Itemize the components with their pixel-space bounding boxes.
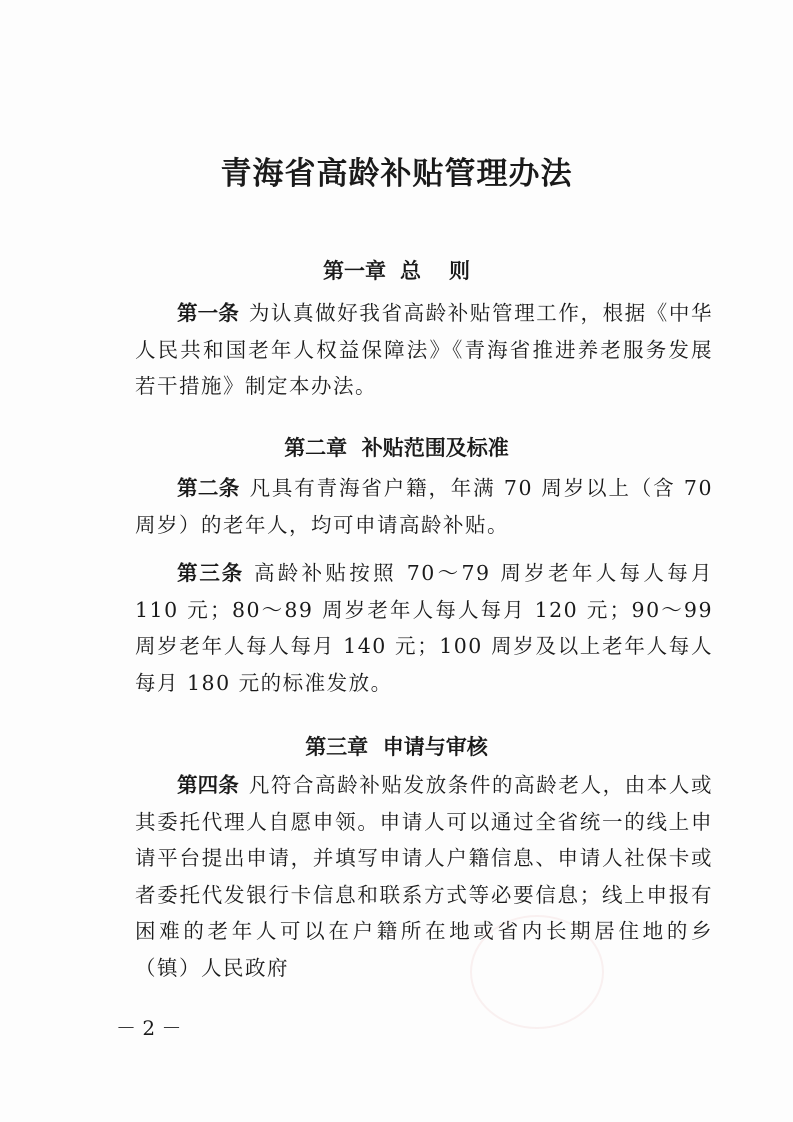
article-4-text: 凡符合高龄补贴发放条件的高龄老人，由本人或其委托代理人自愿申领。申请人可以通过全省统一的线上申请平台提出申请，并填写申请人户籍信息、申请人社保卡或者委托代发银行卡信息和联系方式等必要信息；线上申报有困难的老年人可以在户籍所在地或省内长期居住地的乡（镇）人民政府 [135, 773, 714, 980]
document-title: 青海省高龄补贴管理办法 [220, 156, 573, 192]
article-1-text: 为认真做好我省高龄补贴管理工作，根据《中华人民共和国老年人权益保障法》《青海省推进养老服务发展若干措施》制定本办法。 [135, 301, 714, 398]
chapter-2-heading: 第二章 补贴范围及标准 [284, 436, 509, 460]
article-2-label: 第二条 [177, 476, 240, 500]
article-2 [135, 470, 713, 543]
article-4 [135, 767, 713, 986]
article-2-text: 凡具有青海省户籍，年满 70 周岁以上（含 70 周岁）的老年人，均可申请高龄补贴。 [135, 476, 713, 537]
chapter-1-heading [0, 255, 793, 285]
article-1-label: 第一条 [177, 301, 239, 325]
article-1 [135, 295, 713, 405]
faint-seal-mark [470, 915, 604, 1029]
chapter-3-heading: 第三章 申请与审核 [305, 735, 488, 759]
chapter-1-title-part-2: 则 [449, 259, 470, 283]
chapter-1-title-part-1: 总 [400, 259, 421, 283]
article-3 [135, 555, 713, 701]
page-number: － 2 － [116, 1016, 182, 1040]
article-3-text: 高龄补贴按照 70～79 周岁老年人每人每月 110 元；80～89 周岁老年人每人每月 120 元；90～99 周岁老年人每人每月 140 元；100 周岁及以上老年人每人每月 180 元的标准发放。 [135, 561, 714, 695]
article-4-label: 第四条 [177, 773, 239, 797]
chapter-1-number: 第一章 [323, 259, 386, 283]
article-3-label: 第三条 [177, 561, 244, 585]
